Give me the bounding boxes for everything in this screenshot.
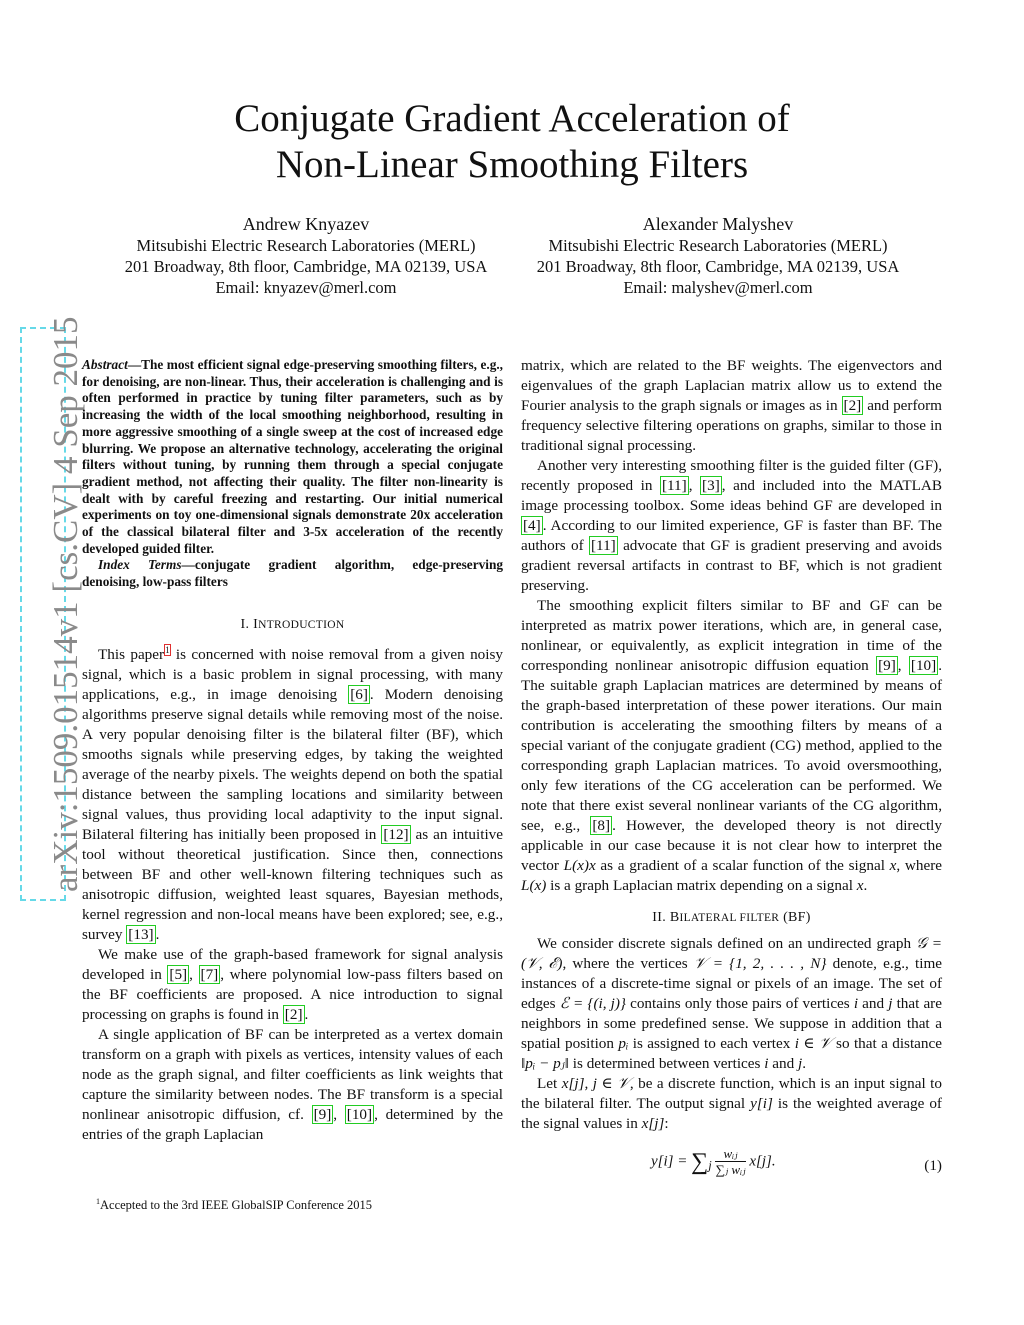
section-heading-bilateral-filter: [521, 908, 942, 928]
title-line-1: Conjugate Gradient Acceleration of: [234, 97, 790, 140]
equation-fraction: $\frac{\text{wᵢⱼ}}{\text{∑ⱼ wᵢⱼ}}$: [715, 1146, 746, 1177]
abstract: Abstract—The most efficient signal edge-preserving smoothing filters, e.g., for denoising, are non-linear. Thus, their acceleration is challenging and is often performed in practice by tuning filter parameters, such as by increasing the width of the local smoothing neighborhood, resulting in more aggressive smoothing of a single sweep at the cost of increased edge blurring. We propose an alternative technology, accelerating the original filters without tuning, by running them through a special conjugate gradient method, not affecting their quality. The filter non-linearity is dealt with by careful freezing and restarting. Our initial numerical experiments on toy one-dimensional signals demonstrate 20x acceleration of the classical bilateral filter and 3-5x acceleration of the recently developed guided filter.: [82, 357, 503, 556]
citation-link[interactable]: [4]: [523, 517, 541, 534]
author-name: Alexander Malyshev: [642, 214, 794, 234]
citation-link[interactable]: [10]: [346, 1105, 373, 1123]
author-address: 201 Broadway, 8th floor, Cambridge, MA 02139, USA: [536, 257, 900, 276]
right-paragraph-2: Another very interesting smoothing filter is the guided filter (GF), recently proposed in [11] , [3] , and included into the MATLAB image processing toolbox. Some ideas behind GF are developed in [4] . According to our limited experience, GF is faster than BF. The authors of [11] advocate that GF is gradient preserving and avoids gradient reversal artifacts in contrast to BF, which is not gradient preserving.: [521, 457, 943, 594]
author-affiliation: Mitsubishi Electric Research Laboratories (MERL): [548, 236, 888, 255]
index-terms-label: Index Terms: [98, 557, 182, 573]
author-affiliation: Mitsubishi Electric Research Laboratories (MERL): [136, 236, 476, 255]
intro-paragraph-2: We make use of the graph-based framework for signal analysis developed in [5] , [7] , where polynomial low-pass filters based on the BF coefficients are proposed. A nice introduction to signal processing on graphs is found in [2] .: [82, 945, 504, 1023]
author-email: Email: malyshev@merl.com: [623, 278, 813, 297]
footnote-text: Accepted to the 3rd IEEE GlobalSIP Conference 2015: [100, 1198, 373, 1213]
section-title-cap: I: [253, 616, 259, 632]
citation-link[interactable]: [13]: [128, 925, 154, 943]
abstract-label: Abstract: [82, 357, 128, 372]
sum-symbol: ∑: [691, 1149, 709, 1175]
abstract-text: The most efficient signal edge-preserving smoothing filters, e.g., for denoising, are non-linear. Thus, their acceleration is challenging and is often performed in practice by tuning filter parameters, such as by increasing the width of the local smoothing neighborhood, resulting in more aggressive smoothing of a single sweep at the cost of increased edge blurring. We propose an alternative technology, accelerating the original filters without tuning, by running them through a special conjugate gradient method, not affecting their quality. The filter non-linearity is dealt with by careful freezing and restarting. Our initial numerical experiments on toy one-dimensional signals demonstrate 20x acceleration of the classical bilateral filter and 3-5x acceleration of the recently developed guided filter.: [82, 357, 503, 556]
citation-link[interactable]: [12]: [383, 825, 409, 843]
section-title-tail: (BF): [783, 910, 811, 925]
author-address: 201 Broadway, 8th floor, Cambridge, MA 02139, USA: [124, 257, 488, 276]
citation-link[interactable]: [6]: [350, 685, 368, 703]
citation-link[interactable]: [9]: [878, 657, 896, 674]
citation-link[interactable]: [2]: [843, 397, 862, 414]
citation-link[interactable]: [8]: [592, 817, 611, 834]
section-title-rest: ILATERAL FILTER: [679, 912, 780, 924]
right-paragraph-1: matrix, which are related to the BF weights. The eigenvectors and eigenvalues of the graph Laplacian matrix allow us to extend the Fourier analysis to the graph signals or images as in [2] and perform frequency selective filtering operations on graphs, similar to those in traditional signal processing.: [521, 357, 942, 454]
citation-link[interactable]: [3]: [702, 477, 720, 494]
equation-number: (1): [924, 1157, 942, 1174]
section-number: I.: [240, 616, 250, 632]
intro-paragraph-3: A single application of BF can be interpreted as a vertex domain transform on a graph with pixels as vertices, intensity values of each node as the graph signal, and filter coefficients as link weights that capture the similarity between nodes. The BF transform is a special nonlinear anisotropic diffusion, cf. [9] , [10] , determined by the entries of the graph Laplacian: [82, 1025, 504, 1143]
title-line-2: Non-Linear Smoothing Filters: [275, 143, 749, 186]
arxiv-stamp: arXiv:1509.01514v1 [cs.CV] 4 Sep 2015: [46, 316, 85, 892]
index-terms-text: conjugate gradient algorithm, edge-preserving denoising, low-pass filters: [82, 557, 503, 590]
right-paragraph-5: Let x[j], j ∈ 𝒱, be a discrete function, which is an input signal to the bilateral filter. The output signal y[i] is the weighted average of the signal values in x[j]:: [521, 1075, 942, 1132]
citation-link[interactable]: [7]: [200, 965, 219, 983]
footnote: [96, 1197, 372, 1213]
citation-link[interactable]: [11]: [661, 477, 687, 494]
citation-link[interactable]: [9]: [313, 1105, 332, 1123]
right-column: [521, 356, 942, 1182]
section-title-cap: B: [669, 910, 680, 925]
intro-paragraph-1: This paper$^1$ is concerned with noise removal from a given noisy signal, which is a basic problem in signal processing, with many applications, e.g., in image denoising [6] . Modern denoising algorithms preserve signal details while removing most of the noise. A very popular denoising filter is the bilateral filter (BF), which smooths signals while preserving edges, by taking the weighted average of the nearby pixels. The weights depend on both the spatial distance between the sampling locations and similarity between signal values, thus providing local adaptivity to the input signal. Bilateral filtering has initially been proposed in [12] as an intuitive tool without theoretical justification. Since then, connections between BF and other well-known filtering techniques such as anisotropic diffusion, weighted least squares, Bayesian methods, kernel regression and non-local means have been explored; see, e.g., survey [13] .: [82, 644, 503, 943]
section-heading-introduction: [82, 615, 503, 635]
author-block-1: [96, 213, 516, 298]
section-title-rest: NTRODUCTION: [258, 618, 345, 631]
author-block-2: [508, 213, 928, 298]
citation-link[interactable]: [10]: [910, 657, 937, 674]
citation-link[interactable]: [11]: [591, 537, 616, 554]
author-name: Andrew Knyazev: [242, 214, 370, 234]
equation-body: $y[i] = \sum_j$ $\frac{\text{wᵢⱼ}}{\text{∑ⱼ wᵢⱼ}}$ x[j].: [651, 1146, 776, 1177]
citation-link[interactable]: [2]: [284, 1005, 303, 1023]
footnote-mark: 1: [96, 1197, 100, 1206]
section-number: II.: [652, 910, 666, 925]
author-email: Email: knyazev@merl.com: [215, 278, 397, 297]
right-paragraph-4: We consider discrete signals defined on an undirected graph 𝒢 = (𝒱, ℰ), where the vertices 𝒱 = {1, 2, . . . , N} denote, e.g., time instances of a discrete-time signal or pixels of an image. The set of edges ℰ = {(i, j)} contains only those pairs of vertices i and j that are neighbors in some predefined sense. We suppose in addition that a spatial position pᵢ is assigned to each vertex i ∈ 𝒱 so that a distance ‖pᵢ − pⱼ‖ is determined between vertices i and j.: [521, 935, 943, 1072]
left-column: [82, 357, 503, 1145]
index-terms: Index Terms—conjugate gradient algorithm, edge-preserving denoising, low-pass filters: [82, 557, 503, 590]
paper-title: [0, 96, 1024, 188]
citation-link[interactable]: [5]: [169, 965, 188, 983]
right-paragraph-3: The smoothing explicit filters similar to BF and GF can be interpreted as matrix power iterations, which are, in general case, nonlinear, or equivalently, as explicit integration in time of the corresponding nonlinear anisotropic diffusion equation [9] , [10] . The suitable graph Laplacian matrices are determined by means of the graph-based interpretation of these power iterations. Our main contribution is accelerating the smoothing filters by means of a special variant of the conjugate gradient (CG) method, applied to the corresponding graph Laplacian matrices. To avoid oversmoothing, only few iterations of the CG acceleration can be performed. We note that there exist several nonlinear variants of the CG algorithm, see, e.g., [8] . However, the developed theory is not directly applicable in our case because it is not clear how to interpret the vector L(x)x as a gradient of a scalar function of the signal x, where L(x) is a graph Laplacian matrix depending on a signal x.: [521, 597, 942, 894]
footnote-link[interactable]: 1: [165, 644, 170, 655]
equation-1: [521, 1142, 942, 1182]
